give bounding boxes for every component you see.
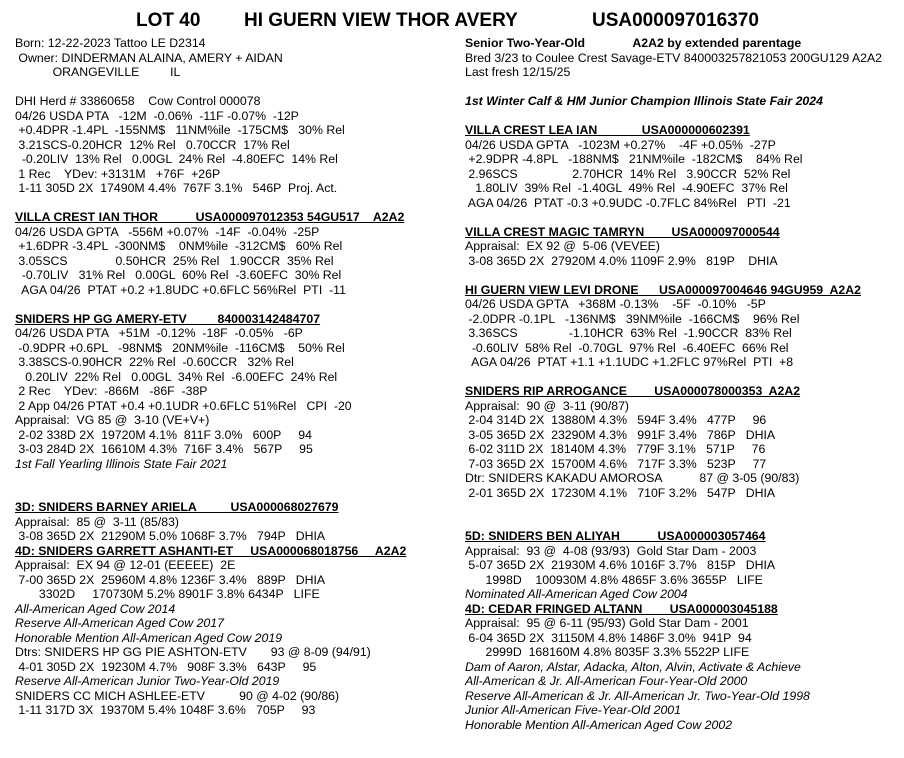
record-line: 3.05SCS 0.50HCR 25% Rel 1.90CCR 35% Rel	[15, 253, 334, 268]
award-line: All-American Aged Cow 2014	[15, 601, 176, 616]
record-line: Appraisal: EX 92 @ 5-06 (VEVEE)	[465, 239, 660, 253]
record-line: -2.0DPR -0.1PL -136NM$ 39NM%ile -166CM$ 96% Rel	[465, 311, 800, 326]
record-line: AGA 04/26 PTAT +1.1 +1.1UDC +1.2FLC 97%Rel PTI +8	[465, 355, 794, 369]
record-line: 2 App 04/26 PTAT +0.4 +0.1UDR +0.6FLC 51%Rel CPI -20	[15, 398, 352, 413]
spacer	[15, 471, 455, 486]
class-line: Senior Two-Year-Old A2A2 by extended parentage	[465, 36, 802, 50]
record-line: 7-03 365D 2X 15700M 4.6% 717F 3.3% 523P 77	[465, 456, 767, 471]
record-line: 3.36SCS -1.10HCR 63% Rel -1.90CCR 83% Rel	[465, 326, 792, 340]
record-line: 6-02 311D 2X 18140M 4.3% 779F 3.1% 571P 76	[465, 442, 766, 456]
spacer	[465, 80, 900, 95]
record-line: -0.20LIV 13% Rel 0.00GL 24% Rel -4.80EFC 14% Rel	[15, 152, 338, 166]
award-line: Nominated All-American Aged Cow 2004	[465, 587, 688, 601]
spacer	[15, 486, 455, 501]
record-line: Appraisal: 85 @ 3-11 (85/83)	[15, 514, 180, 529]
pedigree-heading: VILLA CREST LEA IAN USA000000602391	[465, 123, 750, 137]
record-line: 04/26 USDA GPTA -556M +0.07% -14F -0.04% -25P	[15, 224, 320, 239]
record-line: -0.70LIV 31% Rel 0.00GL 60% Rel -3.60EFC 30% Rel	[15, 268, 342, 282]
record-line: 1-11 305D 2X 17490M 4.4% 767F 3.1% 546P Proj. Act.	[15, 181, 338, 195]
award-line: 1st Fall Yearling Illinois State Fair 2021	[15, 456, 228, 471]
pedigree-heading: SNIDERS RIP ARROGANCE USA000078000353 A2A2	[465, 384, 801, 398]
spacer	[465, 109, 900, 124]
record-line: 6-04 365D 2X 31150M 4.8% 1486F 3.0% 941P 94	[465, 630, 752, 645]
award-line: Reserve All-American Junior Two-Year-Old 2019	[15, 674, 280, 688]
record-line: Appraisal: 93 @ 4-08 (93/93) Gold Star Dam - 2003	[465, 543, 757, 558]
record-line: 1 Rec YDev: +3131M +76F +26P	[15, 166, 221, 181]
record-line: -0.60LIV 58% Rel -0.70GL 97% Rel -6.40EFC 66% Rel	[465, 340, 789, 355]
record-line: 5-07 365D 2X 21930M 4.6% 1016F 3.7% 815P DHIA	[465, 558, 776, 572]
record-line: 04/26 USDA PTA -12M -0.06% -11F -0.07% -12P	[15, 108, 299, 123]
record-line: Appraisal: 90 @ 3-11 (90/87)	[465, 398, 630, 413]
record-line: Owner: DINDERMAN ALAINA, AMERY + AIDAN	[15, 50, 283, 65]
left-column	[15, 36, 455, 718]
pedigree-heading: 3D: SNIDERS BARNEY ARIELA USA000068027679	[15, 500, 339, 514]
record-line: 2-04 314D 2X 13880M 4.3% 594F 3.4% 477P 96	[465, 413, 767, 427]
catalog-title	[0, 10, 904, 34]
spacer	[15, 297, 455, 312]
lot-number: LOT 40	[136, 10, 201, 31]
record-line: Appraisal: EX 94 @ 12-01 (EEEEE) 2E	[15, 558, 236, 572]
record-line: +1.6DPR -3.4PL -300NM$ 0NM%ile -312CM$ 60% Rel	[15, 239, 343, 253]
show-highlight: 1st Winter Calf & HM Junior Champion Illinois State Fair 2024	[465, 94, 823, 108]
record-line: 2-02 338D 2X 19720M 4.1% 811F 3.0% 600P 94	[15, 427, 312, 442]
pedigree-heading: VILLA CREST IAN THOR USA000097012353 54GU517 A2A2	[15, 210, 405, 224]
record-line: Born: 12-22-2023 Tattoo LE D2314	[15, 36, 206, 50]
record-line: 0.20LIV 22% Rel 0.00GL 34% Rel -6.00EFC 24% Rel	[15, 369, 338, 384]
pedigree-heading: HI GUERN VIEW LEVI DRONE USA000097004646 94GU959 A2A2	[465, 282, 861, 297]
pedigree-heading: VILLA CREST MAGIC TAMRYN USA000097000544	[465, 224, 780, 239]
award-line: All-American & Jr. All-American Four-Year-Old 2000	[465, 674, 748, 688]
award-line: Honorable Mention All-American Aged Cow 2019	[15, 630, 283, 645]
record-line: 04/26 USDA GPTA +368M -0.13% -5F -0.10% -5P	[465, 297, 766, 311]
pedigree-heading: 5D: SNIDERS BEN ALIYAH USA000003057464	[465, 529, 766, 543]
record-line: AGA 04/26 PTAT -0.3 +0.9UDC -0.7FLC 84%Rel PTI -21	[465, 195, 791, 210]
record-line: 04/26 USDA PTA +51M -0.12% -18F -0.05% -6P	[15, 326, 303, 340]
record-line: 2.96SCS 2.70HCR 14% Rel 3.90CCR 52% Rel	[465, 166, 791, 181]
record-line: DHI Herd # 33860658 Cow Control 000078	[15, 94, 261, 108]
record-line: 04/26 USDA GPTA -1023M +0.27% -4F +0.05% -27P	[465, 137, 776, 152]
spacer	[15, 196, 455, 211]
award-line: Junior All-American Five-Year-Old 2001	[465, 703, 681, 717]
record-line: AGA 04/26 PTAT +0.2 +1.8UDC +0.6FLC 56%Rel PTI -11	[15, 282, 346, 297]
spacer	[15, 80, 455, 95]
spacer	[465, 515, 900, 530]
record-line: Dtrs: SNIDERS HP GG PIE ASHTON-ETV 93 @ 8-09 (94/91)	[15, 645, 371, 659]
record-line: 7-00 365D 2X 25960M 4.8% 1236F 3.4% 889P DHIA	[15, 572, 326, 587]
record-line: 3.38SCS-0.90HCR 22% Rel -0.60CCR 32% Rel	[15, 355, 294, 369]
pedigree-heading: 4D: CEDAR FRINGED ALTANN USA000003045188	[465, 601, 778, 616]
pedigree-heading: SNIDERS HP GG AMERY-ETV 840003142484707	[15, 311, 321, 326]
record-line: Dtr: SNIDERS KAKADU AMOROSA 87 @ 3-05 (90/83)	[465, 471, 800, 485]
record-line: 3-05 365D 2X 23290M 4.3% 991F 3.4% 786P DHIA	[465, 427, 776, 442]
record-line: 3-03 284D 2X 16610M 4.3% 716F 3.4% 567P 95	[15, 442, 313, 456]
record-line: +2.9DPR -4.8PL -188NM$ 21NM%ile -182CM$ 84% Rel	[465, 152, 803, 166]
record-line: +0.4DPR -1.4PL -155NM$ 11NM%ile -175CM$ 30% Rel	[15, 123, 345, 137]
award-line: Reserve All-American & Jr. All-American Jr. Two-Year-Old 1998	[465, 688, 810, 703]
spacer	[465, 268, 900, 283]
record-line: Appraisal: 95 @ 6-11 (95/93) Gold Star Dam - 2001	[465, 616, 749, 630]
record-line: 2 Rec YDev: -866M -86F -38P	[15, 384, 208, 398]
record-line: Bred 3/23 to Coulee Crest Savage-ETV 840003257821053 200GU129 A2A2	[465, 50, 883, 65]
award-line: Reserve All-American Aged Cow 2017	[15, 616, 224, 630]
registration-number: USA000097016370	[592, 10, 759, 31]
record-line: 1.80LIV 39% Rel -1.40GL 49% Rel -4.90EFC 37% Rel	[465, 181, 788, 195]
spacer	[465, 370, 900, 385]
award-line: Dam of Aaron, Alstar, Adacka, Alton, Alvin, Activate & Achieve	[465, 659, 801, 674]
record-line: Appraisal: VG 85 @ 3-10 (VE+V+)	[15, 413, 210, 427]
record-line: 3-08 365D 2X 21290M 5.0% 1068F 3.7% 794P DHIA	[15, 529, 326, 543]
record-line: 1-11 317D 3X 19370M 5.4% 1048F 3.6% 705P 93	[15, 703, 316, 717]
record-line: SNIDERS CC MICH ASHLEE-ETV 90 @ 4-02 (90/86)	[15, 688, 340, 703]
record-line: 4-01 305D 2X 19230M 4.7% 908F 3.3% 643P 95	[15, 659, 317, 674]
record-line: 3302D 170730M 5.2% 8901F 3.8% 6434P LIFE	[15, 587, 320, 601]
record-line: 2999D 168160M 4.8% 8035F 3.3% 5522P LIFE	[465, 645, 750, 659]
animal-name: HI GUERN VIEW THOR AVERY	[244, 10, 518, 31]
record-line: 3.21SCS-0.20HCR 12% Rel 0.70CCR 17% Rel	[15, 137, 290, 152]
award-line: Honorable Mention All-American Aged Cow 2002	[465, 717, 733, 732]
record-line: -0.9DPR +0.6PL -98NM$ 20NM%ile -116CM$ 50% Rel	[15, 340, 345, 355]
right-column	[465, 36, 900, 732]
spacer	[465, 500, 900, 515]
spacer	[465, 210, 900, 225]
pedigree-heading: 4D: SNIDERS GARRETT ASHANTI-ET USA000068018756 A2A2	[15, 543, 407, 558]
record-line: 2-01 365D 2X 17230M 4.1% 710F 3.2% 547P DHIA	[465, 485, 776, 500]
record-line: 3-08 365D 2X 27920M 4.0% 1109F 2.9% 819P DHIA	[465, 253, 778, 268]
record-line: ORANGEVILLE IL	[15, 65, 181, 79]
record-line: 1998D 100930M 4.8% 4865F 3.6% 3655P LIFE	[465, 572, 763, 587]
record-line: Last fresh 12/15/25	[465, 65, 571, 79]
